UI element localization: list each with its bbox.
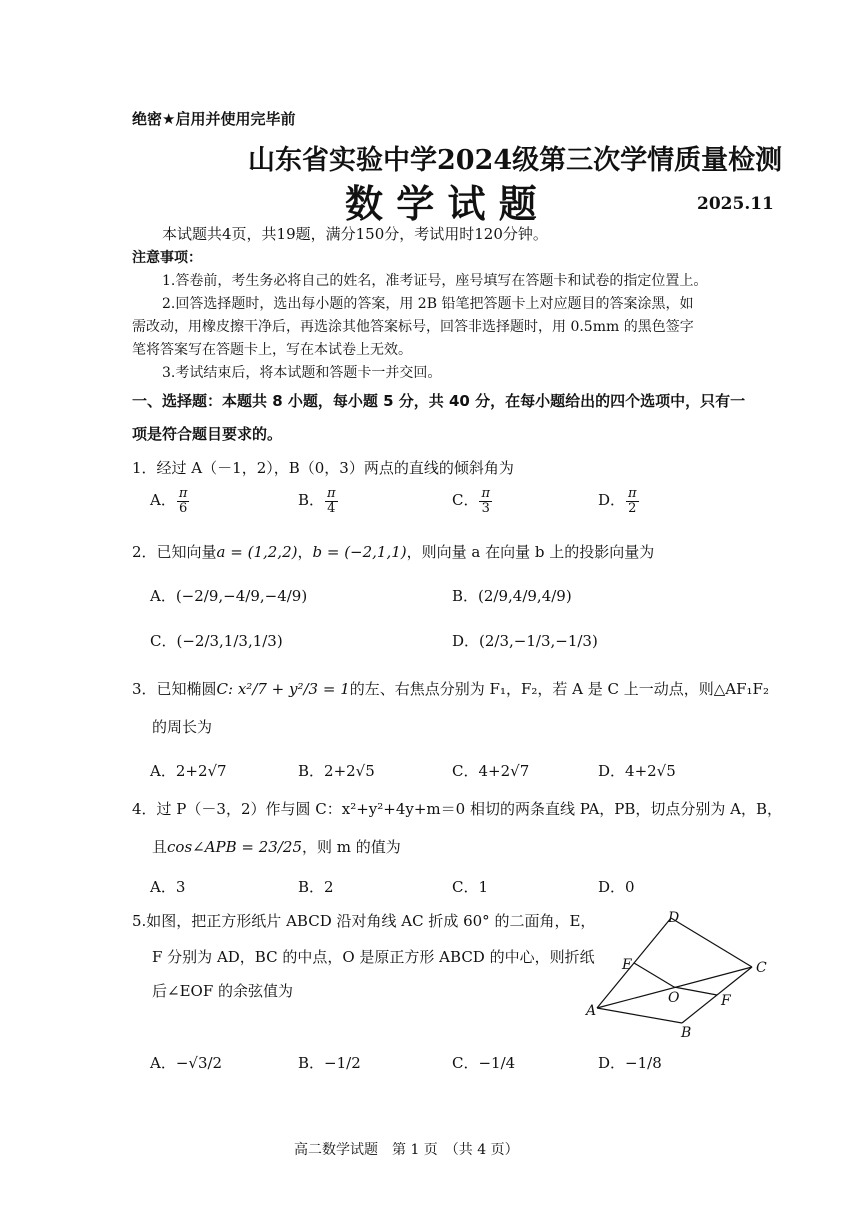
- q2-option-c: C．(−2/3,1/3,1/3): [150, 632, 283, 650]
- q3-option-c: C．4+2√7: [452, 762, 530, 780]
- q4-option-d: D．0: [598, 878, 635, 896]
- q3-stem-line1: 3．已知椭圆C: x²/7 + y²/3 = 1的左、右焦点分别为 F₁，F₂，若 A 是 C 上一动点，则△AF₁F₂: [132, 680, 769, 698]
- q1-option-b: B． $\frac{\pi}{4}$: [298, 486, 336, 516]
- q4-option-c: C．1: [452, 878, 489, 896]
- q3-option-d: D．4+2√5: [598, 762, 676, 780]
- q5-stem-line3: 后∠EOF 的余弦值为: [152, 982, 293, 1000]
- q2-option-a: A．(−2/9,−4/9,−4/9): [150, 587, 308, 605]
- q4-stem-line1: 4．过 P（－3，2）作与圆 C：x²+y²+4y+m＝0 相切的两条直线 PA，PB，切点分别为 A，B，: [132, 800, 783, 818]
- q2-vector-b: b = (−2,1,1): [312, 543, 407, 561]
- note-3: 3.考试结束后，将本试题和答题卡一并交回。: [162, 365, 442, 381]
- edge-ab: [597, 1008, 682, 1023]
- q2-vector-a: a = (1,2,2): [216, 543, 298, 561]
- label-d: D: [668, 910, 680, 926]
- q1-option-d: D． $\frac{\pi}{2}$: [598, 486, 637, 516]
- q3-ellipse-equation: C: x²/7 + y²/3 = 1: [216, 680, 350, 698]
- note-2-line3: 笔将答案写在答题卡上，写在本试卷上无效。: [132, 342, 412, 358]
- page-footer: 高二数学试题 第 1 页 （共 4 页）: [294, 1142, 519, 1158]
- label-b: B: [681, 1025, 692, 1041]
- label-o: O: [668, 990, 680, 1006]
- q3-option-b: B．2+2√5: [298, 762, 375, 780]
- segment-eo: [634, 963, 674, 987]
- q1-stem: 1．经过 A（－1，2），B（0，3）两点的直线的倾斜角为: [132, 459, 514, 477]
- q4-option-b: B．2: [298, 878, 334, 896]
- page-title: 数 学 试 题: [345, 181, 537, 226]
- label-f: F: [721, 993, 731, 1009]
- notes-heading: 注意事项：: [132, 250, 202, 266]
- school-title: 山东省实验中学2024级第三次学情质量检测: [248, 145, 783, 176]
- exam-date: 2025.11: [697, 194, 774, 214]
- q1-option-c: C． $\frac{\pi}{3}$: [452, 486, 491, 516]
- intro-text: 本试题共4页，共19题，满分150分，考试用时120分钟。: [162, 225, 548, 243]
- q3-option-a: A．2+2√7: [150, 762, 227, 780]
- q4-cos-expression: cos∠APB = 23/25: [167, 838, 302, 856]
- q1-option-a: A． $\frac{\pi}{6}$: [150, 486, 188, 516]
- q5-stem-line1: 5.如图，把正方形纸片 ABCD 沿对角线 AC 折成 60° 的二面角，E，: [132, 912, 596, 930]
- q4-option-a: A．3: [150, 878, 186, 896]
- q3-stem-line2: 的周长为: [152, 718, 213, 736]
- note-2-line1: 2.回答选择题时，选出每小题的答案，用 2B 铅笔把答题卡上对应题目的答案涂黑，如: [162, 296, 694, 312]
- q5-folded-square-figure: [580, 905, 780, 1045]
- section-heading-line1: 一、选择题：本题共 8 小题，每小题 5 分，共 40 分，在每小题给出的四个选项中，只有一: [132, 392, 746, 410]
- q2-option-b: B．(2/9,4/9,4/9): [452, 587, 572, 605]
- edge-dc: [671, 918, 752, 967]
- section-heading-line2: 项是符合题目要求的。: [132, 425, 283, 443]
- q4-stem-line2: 且cos∠APB = 23/25，则 m 的值为: [152, 838, 401, 856]
- label-a: A: [586, 1003, 597, 1019]
- label-e: E: [622, 957, 633, 973]
- note-2-line2: 需改动，用橡皮擦干净后，再选涂其他答案标号，回答非选择题时，用 0.5mm 的黑色签字: [132, 319, 694, 335]
- q2-stem: 2．已知向量a = (1,2,2)，b = (−2,1,1)，则向量 a 在向量 b 上的投影向量为: [132, 543, 655, 561]
- q5-option-a: A．−√3/2: [150, 1054, 223, 1072]
- note-1: 1.答卷前，考生务必将自己的姓名，准考证号，座号填写在答题卡和试卷的指定位置上。: [162, 273, 708, 289]
- q2-option-d: D．(2/3,−1/3,−1/3): [452, 632, 598, 650]
- label-c: C: [756, 960, 767, 976]
- q5-option-b: B．−1/2: [298, 1054, 361, 1072]
- q5-option-d: D．−1/8: [598, 1054, 662, 1072]
- q5-stem-line2: F 分别为 AD，BC 的中点，O 是原正方形 ABCD 的中心，则折纸: [152, 948, 595, 966]
- segment-of: [674, 987, 717, 995]
- secrecy-label: 绝密★启用并使用完毕前: [132, 110, 296, 128]
- q5-option-c: C．−1/4: [452, 1054, 516, 1072]
